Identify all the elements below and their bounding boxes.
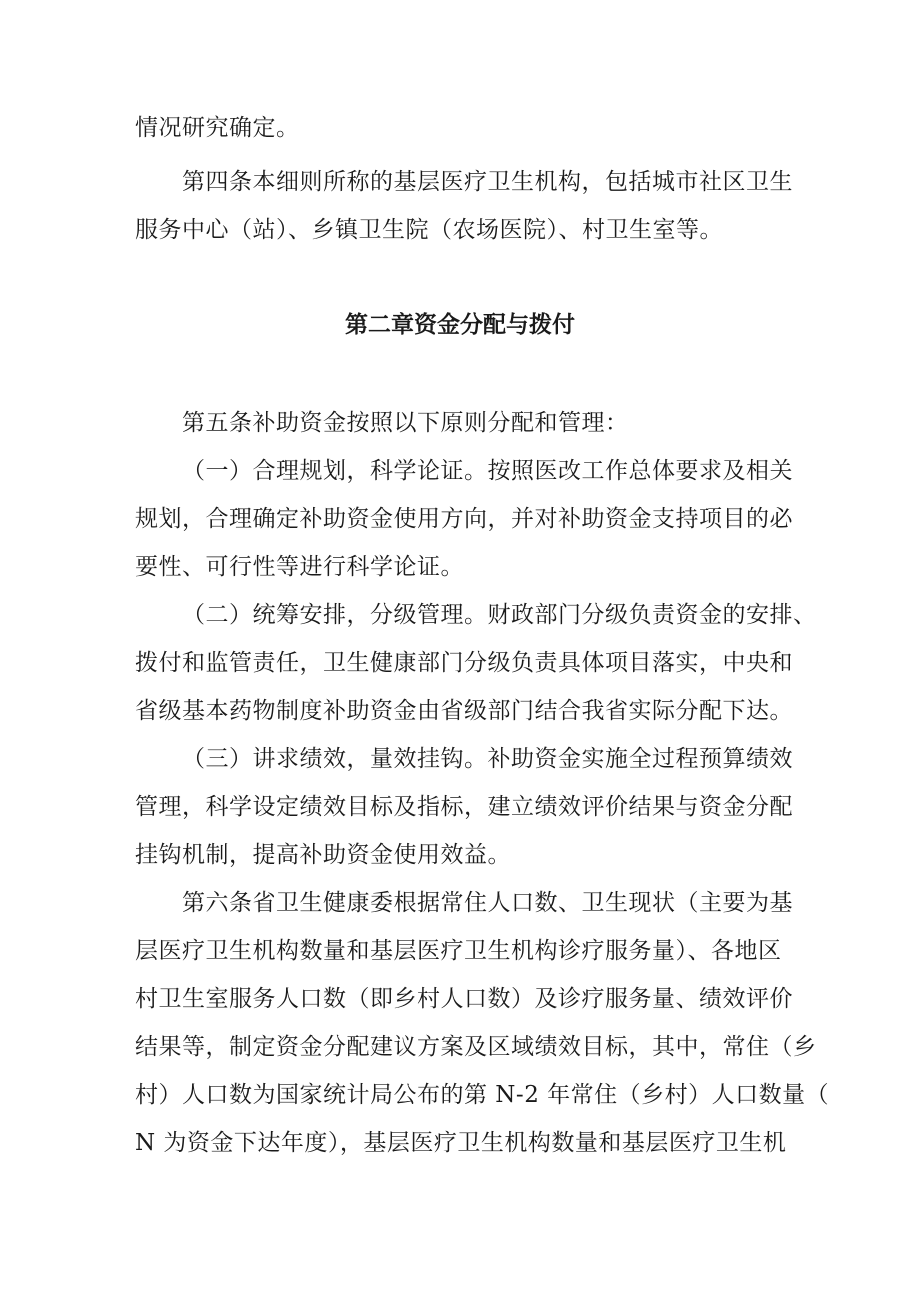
paragraph-line: N 为资金下达年度），基层医疗卫生机构数量和基层医疗卫生机 [135, 1130, 787, 1156]
paragraph-line: 结果等，制定资金分配建议方案及区域绩效目标，其中，常住（乡 [135, 1034, 817, 1060]
paragraph-line: （一）合理规划，科学论证。按照医改工作总体要求及相关 [182, 458, 793, 484]
paragraph-line: （三）讲求绩效，量效挂钩。补助资金实施全过程预算绩效 [182, 746, 793, 772]
paragraph-line: 第四条本细则所称的基层医疗卫生机构，包括城市社区卫生 [182, 169, 793, 195]
paragraph-line: 情况研究确定。 [135, 115, 300, 141]
paragraph-line: 第五条补助资金按照以下原则分配和管理： [182, 410, 629, 436]
paragraph-line: 服务中心（站）、乡镇卫生院（农场医院）、村卫生室等。 [135, 217, 723, 243]
paragraph-line: 省级基本药物制度补助资金由省级部门结合我省实际分配下达。 [135, 698, 793, 724]
paragraph-line: 第六条省卫生健康委根据常住人口数、卫生现状（主要为基 [182, 890, 793, 916]
chapter-heading: 第二章资金分配与拨付 [345, 312, 575, 338]
paragraph-line: 挂钩机制，提高补助资金使用效益。 [135, 842, 511, 868]
paragraph-line: 管理，科学设定绩效目标及指标，建立绩效评价结果与资金分配 [135, 794, 793, 820]
paragraph-line: 层医疗卫生机构数量和基层医疗卫生机构诊疗服务量）、各地区 [135, 938, 782, 964]
paragraph-line: （二）统筹安排，分级管理。财政部门分级负责资金的安排、 [182, 602, 817, 628]
paragraph-line: 规划，合理确定补助资金使用方向，并对补助资金支持项目的必 [135, 506, 793, 532]
paragraph-line: 拨付和监管责任，卫生健康部门分级负责具体项目落实，中央和 [135, 650, 793, 676]
paragraph-line: 村）人口数为国家统计局公布的第 N-2 年常住（乡村）人口数量（ [135, 1082, 830, 1108]
paragraph-line: 要性、可行性等进行科学论证。 [135, 554, 464, 580]
paragraph-line: 村卫生室服务人口数（即乡村人口数）及诊疗服务量、绩效评价 [135, 986, 793, 1012]
